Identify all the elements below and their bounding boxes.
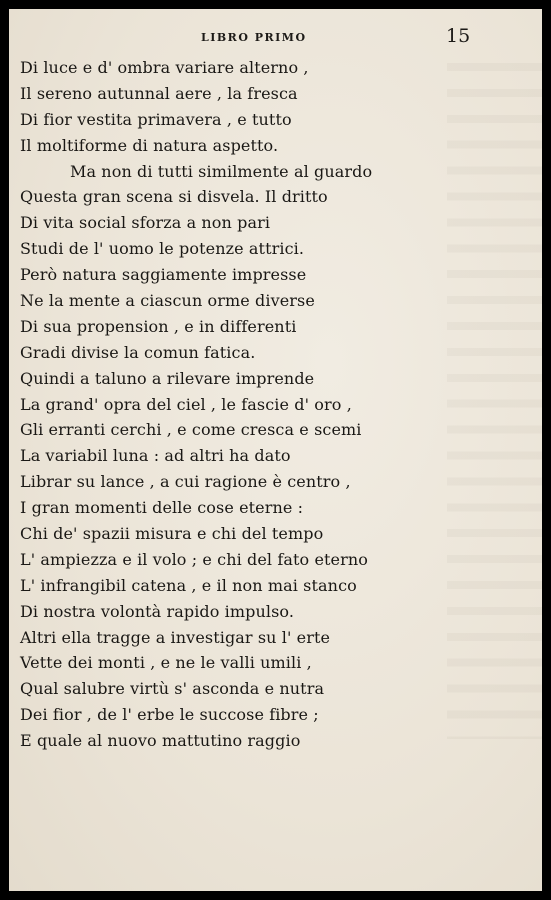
verse-line: Il moltiforme di natura aspetto. xyxy=(20,135,279,155)
verse-line: Librar su lance , a cui ragione è centro , xyxy=(20,472,351,492)
verse-line: Questa gran scena si disvela. Il dritto xyxy=(20,187,328,207)
verse-line: Di luce e d' ombra variare alterno , xyxy=(20,58,309,77)
verse-line: Quindi a taluno a rilevare imprende xyxy=(20,368,315,388)
verse-line: Studi de l' uomo le potenze attrici. xyxy=(20,239,305,259)
verse-line: Vette dei monti , e ne le valli umili , xyxy=(20,653,312,673)
verse-line: L' ampiezza e il volo ; e chi del fato eterno xyxy=(20,549,368,569)
show-through-texture xyxy=(447,49,542,739)
verse-line: Di sua propension , e in differenti xyxy=(20,316,297,336)
verse-line: Però natura saggiamente impresse xyxy=(20,265,307,285)
verse-line: Ma non di tutti similmente al guardo xyxy=(70,161,373,181)
verse-line: Chi de' spazii misura e chi del tempo xyxy=(20,524,324,544)
verse-line: Altri ella tragge a investigar su l' erte xyxy=(20,627,331,647)
verse-line: La variabil luna : ad altri ha dato xyxy=(20,446,291,466)
verse-line: Gradi divise la comun fatica. xyxy=(20,342,256,362)
page-header xyxy=(9,27,542,49)
verse-line: Qual salubre virtù s' asconda e nutra xyxy=(20,679,325,699)
book-page xyxy=(9,9,542,891)
verse-block xyxy=(20,55,372,754)
verse-line: I gran momenti delle cose eterne : xyxy=(20,498,304,518)
verse-line: Ne la mente a ciascun orme diverse xyxy=(20,291,315,311)
verse-line: Di vita social sforza a non pari xyxy=(20,213,271,233)
verse-line: Di nostra volontà rapido impulso. xyxy=(20,601,295,621)
running-head: LIBRO PRIMO xyxy=(201,31,307,44)
verse-line: Dei fior , de l' erbe le succose fibre ; xyxy=(20,705,319,725)
verse-line: E quale al nuovo mattutino raggio xyxy=(20,731,301,751)
verse-line: Di fior vestita primavera , e tutto xyxy=(20,109,292,129)
verse-line: Gli erranti cerchi , e come cresca e scemi xyxy=(20,420,362,440)
verse-line: L' infrangibil catena , e il non mai stanco xyxy=(20,575,357,595)
page-number: 15 xyxy=(446,25,471,47)
verse-line: La grand' opra del ciel , le fascie d' oro , xyxy=(20,394,352,414)
verse-line: Il sereno autunnal aere , la fresca xyxy=(20,83,298,103)
